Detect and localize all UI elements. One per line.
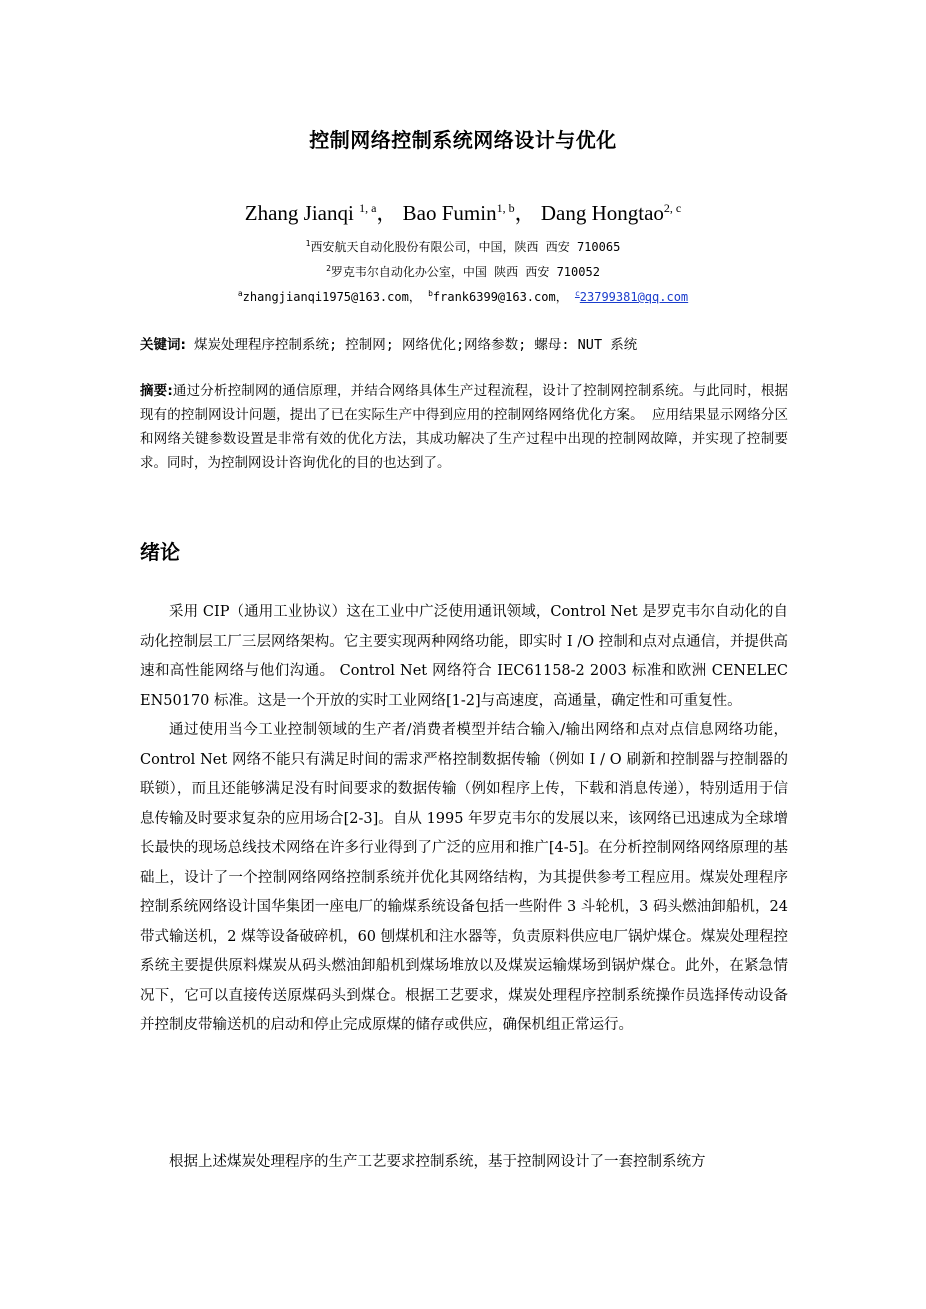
abstract <box>140 379 788 475</box>
author-mark: 1, a <box>359 201 377 215</box>
email-mark: a <box>237 289 243 298</box>
paragraph: 根据上述煤炭处理程序的生产工艺要求控制系统，基于控制网设计了一套控制系统方 <box>169 1154 706 1170</box>
abstract-text: 通过分析控制网的通信原理，并结合网络具体生产过程流程，设计了控制网控制系统。与此同时，根据现有的控制网设计问题，提出了已在实际生产中得到应用的控制网络网络优化方案。 应用结果显示网络分区和网络关键参数设置是非常有效的优化方法，其成功解决了生产过程中出现的控制网故障，并实现了控制要求。同时，为控制网设计咨询优化的目的也达到了。 <box>140 383 788 471</box>
author-name: Dang Hongtao <box>540 201 664 225</box>
email-a: zhangjianqi1975@163.com， <box>242 290 421 304</box>
abstract-label: 摘要: <box>140 383 173 399</box>
paper-title: 控制网络控制系统网络设计与优化 <box>309 128 617 152</box>
affiliation-number: 1 <box>305 239 311 248</box>
body-paragraphs <box>140 598 788 1041</box>
affiliation-text: 罗克韦尔自动化办公室，中国 陕西 西安 710052 <box>330 265 600 279</box>
affiliation-number: 2 <box>326 264 331 273</box>
email-line <box>0 288 926 305</box>
affiliation-text: 西安航天自动化股份有限公司，中国，陕西 西安 710065 <box>310 240 621 254</box>
author-mark: 1, b <box>496 201 515 215</box>
email-mark: b <box>428 289 433 298</box>
section-heading: 绪论 <box>140 540 180 564</box>
author-separator: ， <box>376 201 398 225</box>
keywords-label: 关键词: <box>140 337 186 353</box>
email-c-link[interactable]: 23799381@qq.com <box>579 290 689 304</box>
author-name: Bao Fumin <box>402 201 497 225</box>
author-separator: ， <box>514 201 536 225</box>
affiliation-2 <box>0 263 926 280</box>
email-mark[interactable]: c <box>574 289 580 298</box>
paragraph: 通过使用当今工业控制领域的生产者/消费者模型并结合输入/输出网络和点对点信息网络功能，Control Net 网络不能只有满足时间的需求严格控制数据传输（例如 I / O 刷新和控制器与控制器的联锁），而且还能够满足没有时间要求的数据传输（例如程序上传，下载和消息传递），特别适用于信息传输及时要求复杂的应用场合[2-3]。自从 1995 年罗克韦尔的发展以来，该网络已迅速成为全球增长最快的现场总线技术网络在许多行业得到了广泛的应用和推广[4-5]。在分析控制网络网络原理的基础上，设计了一个控制网络网络控制系统并优化其网络结构，为其提供参考工程应用。煤炭处理程序控制系统网络设计国华集团一座电厂的输煤系统设备包括一些附件 3 斗轮机，3 码头燃油卸船机，24 带式输送机，2 煤等设备破碎机，60 刨煤机和注水器等，负责原料供应电厂锅炉煤仓。煤炭处理程控系统主要提供原料煤炭从码头燃油卸船机到煤场堆放以及煤炭运输煤场到锅炉煤仓。此外，在紧急情况下，它可以直接传送原煤码头到煤仓。根据工艺要求，煤炭处理程序控制系统操作员选择传动设备并控制皮带输送机的启动和停止完成原煤的储存或供应，确保机组正常运行。 <box>140 722 788 1033</box>
author-mark: 2, c <box>663 201 682 215</box>
keywords <box>140 333 788 357</box>
affiliation-1 <box>0 238 926 255</box>
paragraph: 采用 CIP（通用工业协议）这在工业中广泛使用通讯领域，Control Net 是罗克韦尔自动化的自动化控制层工厂三层网络架构。它主要实现两种网络功能，即实时 I /O 控制和点对点通信，并提供高速和高性能网络与他们沟通。 Control Net 网络符合 IEC61158-2 2003 标准和欧洲 CENELEC EN50170 标准。这是一个开放的实时工业网络[1-2]与高速度，高通量，确定性和可重复性。 <box>140 604 788 709</box>
author-name: Zhang Jianqi <box>244 201 354 225</box>
keywords-text: 煤炭处理程序控制系统; 控制网; 网络优化;网络参数; 螺母: NUT 系统 <box>185 337 638 353</box>
email-b: frank6399@163.com， <box>432 290 568 304</box>
author-line <box>0 197 926 227</box>
